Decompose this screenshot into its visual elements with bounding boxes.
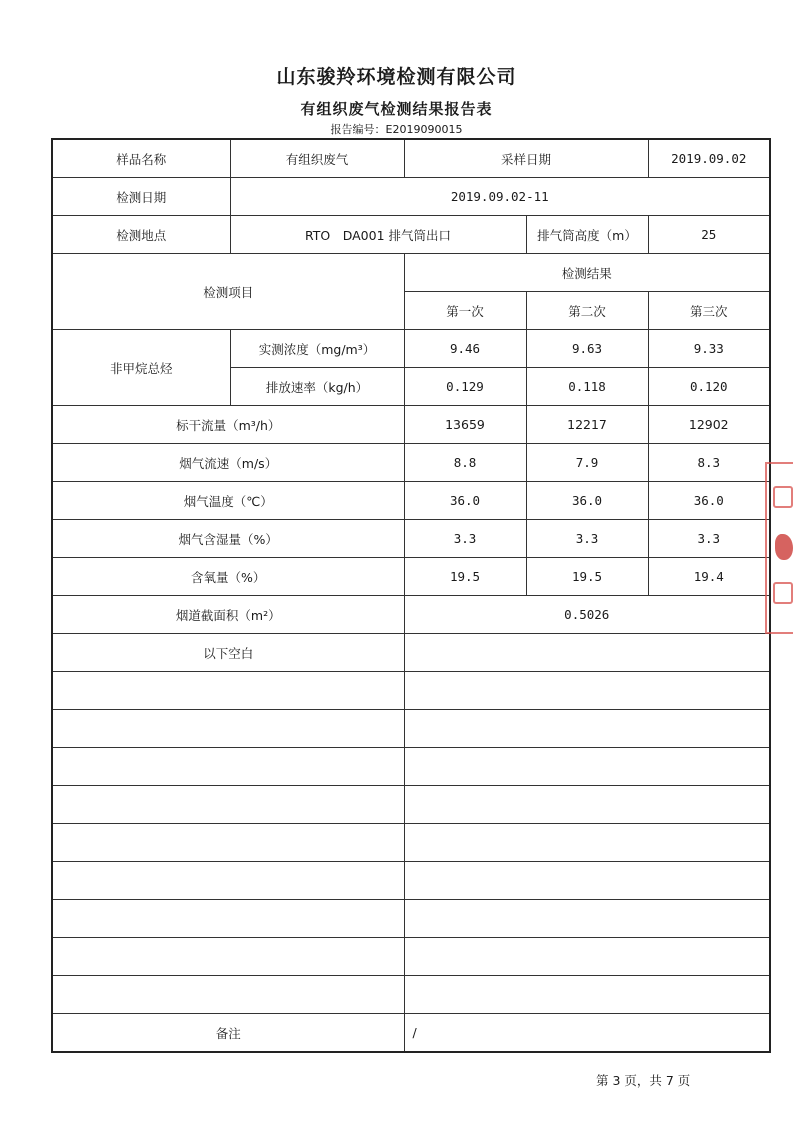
table-row bbox=[52, 254, 770, 292]
nmhc-label: 非甲烷总烃 bbox=[52, 330, 230, 406]
oxygen-label: 含氧量（%） bbox=[52, 558, 404, 596]
temperature-run-1: 36.0 bbox=[404, 482, 526, 520]
moisture-run-1: 3.3 bbox=[404, 520, 526, 558]
empty-row bbox=[52, 672, 770, 710]
temperature-run-3: 36.0 bbox=[648, 482, 770, 520]
area-label: 烟道截面积（m²） bbox=[52, 596, 404, 634]
empty-row bbox=[52, 786, 770, 824]
table-row bbox=[52, 444, 770, 482]
table-row bbox=[52, 406, 770, 444]
empty-row bbox=[52, 976, 770, 1014]
velocity-run-1: 8.8 bbox=[404, 444, 526, 482]
flow-run-3: 12902 bbox=[648, 406, 770, 444]
sample-name-value: 有组织废气 bbox=[230, 139, 404, 178]
emission-rate-run-1: 0.129 bbox=[404, 368, 526, 406]
test-date-label: 检测日期 bbox=[52, 178, 230, 216]
run-3-header: 第三次 bbox=[648, 292, 770, 330]
area-value: 0.5026 bbox=[404, 596, 770, 634]
velocity-run-3: 8.3 bbox=[648, 444, 770, 482]
velocity-label: 烟气流速（m/s） bbox=[52, 444, 404, 482]
table-row bbox=[52, 330, 770, 368]
emission-rate-label: 排放速率（kg/h） bbox=[230, 368, 404, 406]
location-value: RTO DA001 排气筒出口 bbox=[230, 216, 526, 254]
table-row bbox=[52, 482, 770, 520]
velocity-run-2: 7.9 bbox=[526, 444, 648, 482]
table-row bbox=[52, 216, 770, 254]
flow-label: 标干流量（m³/h） bbox=[52, 406, 404, 444]
oxygen-run-3: 19.4 bbox=[648, 558, 770, 596]
table-row bbox=[52, 178, 770, 216]
results-table bbox=[51, 138, 771, 1053]
sampling-date-label: 采样日期 bbox=[404, 139, 648, 178]
emission-rate-run-3: 0.120 bbox=[648, 368, 770, 406]
item-header: 检测项目 bbox=[52, 254, 404, 330]
stack-height-value: 25 bbox=[648, 216, 770, 254]
location-label: 检测地点 bbox=[52, 216, 230, 254]
report-title: 有组织废气检测结果报告表 bbox=[300, 100, 493, 118]
concentration-run-2: 9.63 bbox=[526, 330, 648, 368]
table-row bbox=[52, 558, 770, 596]
flow-run-1: 13659 bbox=[404, 406, 526, 444]
test-date-value: 2019.09.02-11 bbox=[230, 178, 770, 216]
run-1-header: 第一次 bbox=[404, 292, 526, 330]
run-2-header: 第二次 bbox=[526, 292, 648, 330]
stack-height-label: 排气筒高度（m） bbox=[526, 216, 648, 254]
concentration-run-3: 9.33 bbox=[648, 330, 770, 368]
company-name: 山东骏羚环境检测有限公司 bbox=[276, 66, 517, 88]
table-row bbox=[52, 634, 770, 672]
emission-rate-run-2: 0.118 bbox=[526, 368, 648, 406]
result-header: 检测结果 bbox=[404, 254, 770, 292]
remarks-value: / bbox=[404, 1014, 770, 1053]
table-row bbox=[52, 520, 770, 558]
moisture-run-3: 3.3 bbox=[648, 520, 770, 558]
flow-run-2: 12217 bbox=[526, 406, 648, 444]
moisture-label: 烟气含湿量（%） bbox=[52, 520, 404, 558]
table-row bbox=[52, 1014, 770, 1053]
moisture-run-2: 3.3 bbox=[526, 520, 648, 558]
concentration-run-1: 9.46 bbox=[404, 330, 526, 368]
report-number: 报告编号：E2019090015 bbox=[330, 123, 463, 136]
temperature-run-2: 36.0 bbox=[526, 482, 648, 520]
empty-row bbox=[52, 824, 770, 862]
remarks-label: 备注 bbox=[52, 1014, 404, 1053]
page-number: 第 3 页，共 7 页 bbox=[596, 1073, 691, 1088]
seal-stamp bbox=[765, 462, 793, 634]
concentration-label: 实测浓度（mg/m³） bbox=[230, 330, 404, 368]
empty-row bbox=[52, 748, 770, 786]
empty-row bbox=[52, 938, 770, 976]
empty-row bbox=[52, 900, 770, 938]
table-row bbox=[52, 139, 770, 178]
empty-cell bbox=[404, 634, 770, 672]
table-row bbox=[52, 596, 770, 634]
temperature-label: 烟气温度（℃） bbox=[52, 482, 404, 520]
empty-row bbox=[52, 862, 770, 900]
blank-marker: 以下空白 bbox=[52, 634, 404, 672]
oxygen-run-2: 19.5 bbox=[526, 558, 648, 596]
oxygen-run-1: 19.5 bbox=[404, 558, 526, 596]
sampling-date-value: 2019.09.02 bbox=[648, 139, 770, 178]
empty-row bbox=[52, 710, 770, 748]
sample-name-label: 样品名称 bbox=[52, 139, 230, 178]
